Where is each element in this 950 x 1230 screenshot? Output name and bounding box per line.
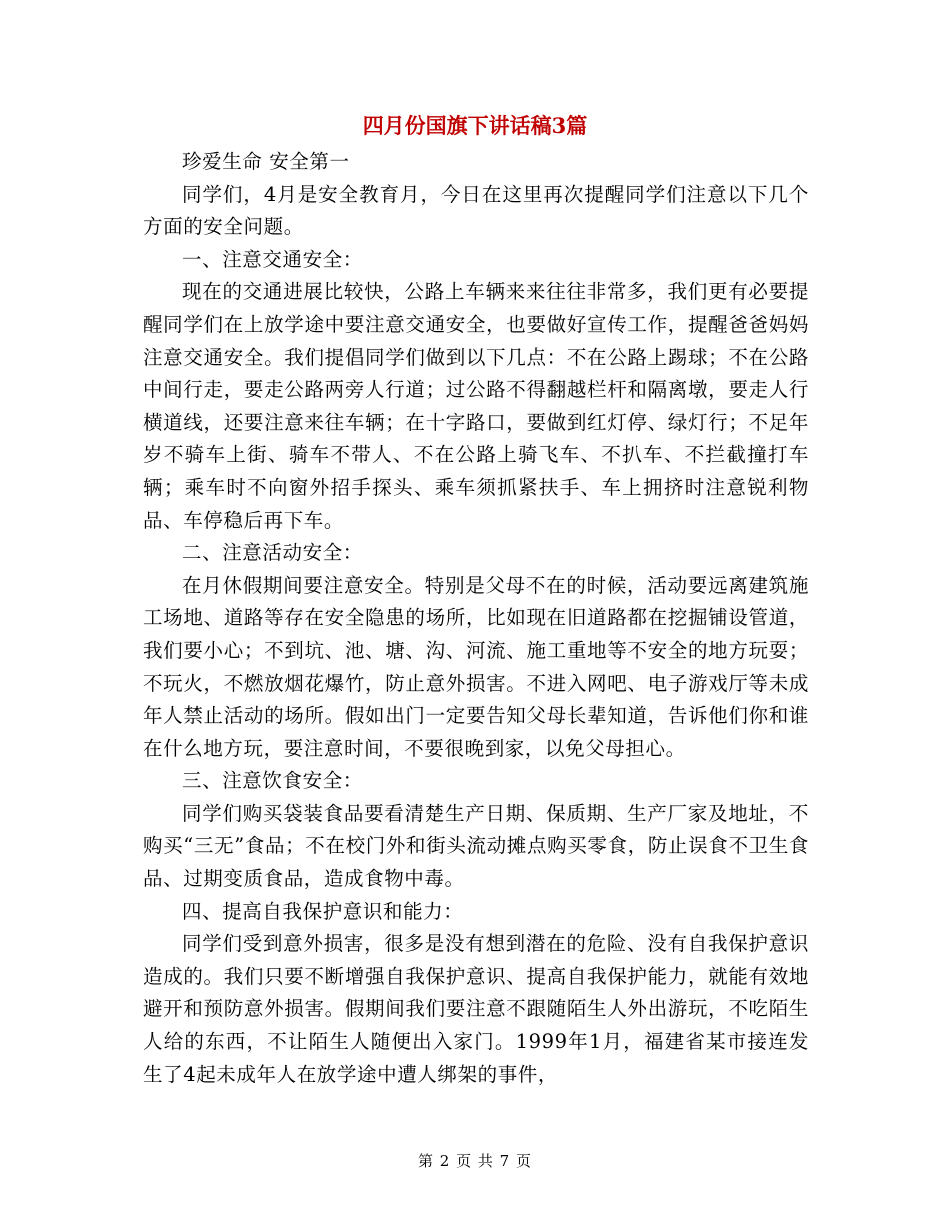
paragraph-self-protection: 同学们受到意外损害，很多是没有想到潜在的危险、没有自我保护意识造成的。我们只要不断增强自我保护意识、提高自我保护能力，就能有效地避开和预防意外损害。假期间我们要注意不跟随陌生人外出游玩，不吃陌生人给的东西，不让陌生人随便出入家门。1999年1月，福建省某市接连发生了4起未成年人在放学途中遭人绑架的事件， (143, 932, 809, 1086)
section-heading-self-protection: 四、提高自我保护意识和能力： (182, 899, 464, 923)
page-number-label: 第 2 页 共 7 页 (418, 1152, 532, 1170)
paragraph-subtitle: 珍爱生命 安全第一 (182, 150, 350, 173)
paragraph-food: 同学们购买袋装食品要看清楚生产日期、保质期、生产厂家及地址，不购买“三无”食品；不在校门外和街头流动摊点购买零食，防止误食不卫生食品、过期变质食品，造成食物中毒。 (143, 801, 809, 891)
section-heading-traffic: 一、注意交通安全： (182, 247, 363, 271)
document-body (143, 146, 809, 1091)
paragraph-activity: 在月休假期间要注意安全。特别是父母不在的时候，活动要远离建筑施工场地、道路等存在安全隐患的场所，比如现在旧道路都在挖掘铺设管道，我们要小心；不到坑、池、塘、沟、河流、施工重地等不安全的地方玩耍；不玩火，不燃放烟花爆竹，防止意外损害。不进入网吧、电子游戏厅等未成年人禁止活动的场所。假如出门一定要告知父母长辈知道，告诉他们你和谁在什么地方玩，要注意时间，不要很晚到家，以免父母担心。 (143, 573, 809, 760)
section-heading-activity: 二、注意活动安全： (182, 541, 363, 565)
paragraph-intro: 同学们，4月是安全教育月，今日在这里再次提醒同学们注意以下几个方面的安全问题。 (143, 182, 809, 239)
page-footer (0, 1150, 950, 1172)
document-title: 四月份国旗下讲话稿3篇 (362, 113, 588, 138)
section-heading-food: 三、注意饮食安全： (182, 769, 363, 793)
paragraph-traffic: 现在的交通进展比较快，公路上车辆来来往往非常多，我们更有必要提醒同学们在上放学途中要注意交通安全，也要做好宣传工作，提醒爸爸妈妈注意交通安全。我们提倡同学们做到以下几点：不在公路上踢球；不在公路中间行走，要走公路两旁人行道；过公路不得翻越栏杆和隔离墩，要走人行横道线，还要注意来往车辆；在十字路口，要做到红灯停、绿灯行；不足年岁不骑车上街、骑车不带人、不在公路上骑飞车、不扒车、不拦截撞打车辆；乘车时不向窗外招手探头、乘车须抓紧扶手、车上拥挤时注意锐利物品、车停稳后再下车。 (143, 280, 809, 532)
